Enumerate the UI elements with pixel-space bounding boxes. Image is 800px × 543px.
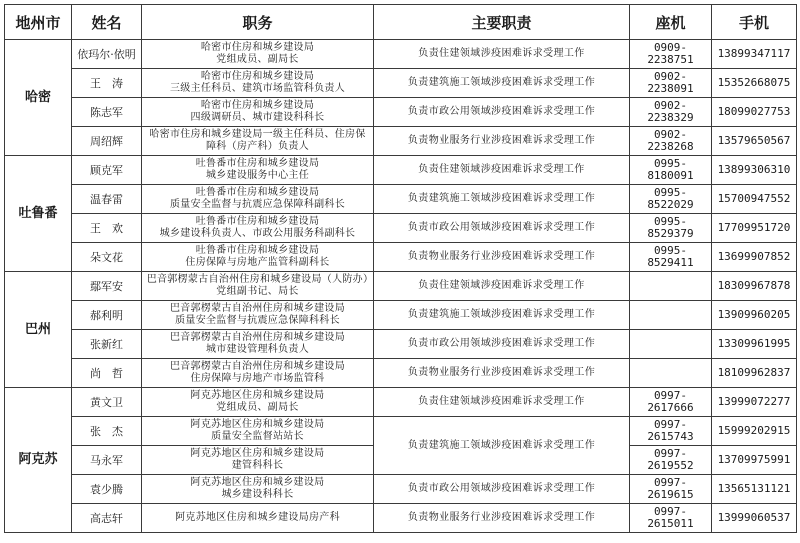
phone-cell-text: 0995-8529379 [647, 215, 694, 240]
duty-cell [374, 40, 630, 69]
mobile-cell [712, 388, 797, 417]
name-cell-text: 顾克军 [90, 163, 123, 177]
name-cell-text: 高志轩 [90, 511, 123, 525]
position-cell-text: 吐鲁番市住房和城乡建设局 城乡建设科负责人、市政公用服务科副科长 [159, 216, 356, 239]
table-row [5, 475, 797, 504]
position-cell-text: 巴音郭楞蒙古自治州住房和城乡建设局 质量安全监督与抗震应急保障科科长 [169, 303, 346, 326]
mobile-cell-text: 18109962837 [717, 366, 791, 379]
header-mobile: 手机 [712, 5, 797, 40]
name-cell [72, 156, 142, 185]
duty-cell-text: 负责住建领域涉疫困难诉求受理工作 [418, 48, 585, 59]
header-duty: 主要职责 [374, 5, 630, 40]
header-position: 职务 [142, 5, 374, 40]
mobile-cell-text: 13909960205 [717, 308, 791, 321]
position-cell [142, 40, 374, 69]
header-row [5, 5, 797, 40]
position-cell-text: 哈密市住房和城乡建设局一级主任科员、住房保障科（房产科）负责人 [149, 129, 366, 152]
phone-cell-text: 0902-2238091 [647, 70, 694, 95]
position-cell-text: 巴音郭楞蒙古自治州住房和城乡建设局（人防办）党组副书记、局长 [146, 274, 369, 297]
phone-cell-text: 0997-2619615 [647, 476, 694, 501]
phone-cell [630, 40, 712, 69]
table-row [5, 272, 797, 301]
phone-cell-text: 0995-8529411 [647, 244, 694, 269]
phone-cell-text: 0902-2238329 [647, 99, 694, 124]
duty-cell-text: 负责住建领域涉疫困难诉求受理工作 [418, 164, 585, 175]
position-cell [142, 301, 374, 330]
mobile-cell [712, 301, 797, 330]
duty-cell-text: 负责市政公用领域涉疫困难诉求受理工作 [407, 222, 596, 233]
position-cell [142, 504, 374, 533]
name-cell-text: 郝利明 [90, 308, 123, 322]
table-row [5, 214, 797, 243]
phone-cell-text: 0902-2238268 [647, 128, 694, 153]
duty-cell [374, 330, 630, 359]
phone-cell [630, 98, 712, 127]
position-cell [142, 330, 374, 359]
table-row [5, 243, 797, 272]
phone-cell-text: 0997-2619552 [647, 447, 694, 472]
position-cell [142, 272, 374, 301]
mobile-cell-text: 13699907852 [717, 250, 791, 263]
mobile-cell-text: 13709975991 [717, 453, 791, 466]
duty-cell-text: 负责建筑施工领域涉疫困难诉求受理工作 [407, 77, 596, 88]
name-cell [72, 475, 142, 504]
duty-cell-text: 负责市政公用领域涉疫困难诉求受理工作 [407, 483, 596, 494]
phone-cell-text: 0995-8522029 [647, 186, 694, 211]
mobile-cell-text: 13899306310 [717, 163, 791, 176]
name-cell-text: 鄢军安 [90, 279, 123, 293]
mobile-cell [712, 504, 797, 533]
name-cell-text: 周绍辉 [90, 134, 123, 148]
name-cell-text: 陈志军 [90, 105, 123, 119]
phone-cell [630, 330, 712, 359]
name-cell-text: 张新红 [90, 337, 123, 351]
mobile-cell [712, 127, 797, 156]
mobile-cell [712, 98, 797, 127]
duty-cell [374, 272, 630, 301]
name-cell [72, 504, 142, 533]
position-cell-text: 巴音郭楞蒙古自治州住房和城乡建设局 住房保障与房地产市场监管科 [169, 361, 346, 384]
name-cell [72, 301, 142, 330]
name-cell [72, 272, 142, 301]
phone-cell [630, 417, 712, 446]
duty-cell [374, 243, 630, 272]
name-cell-text: 马永军 [90, 453, 123, 467]
duty-cell-text: 负责物业服务行业涉疫困难诉求受理工作 [407, 251, 596, 262]
position-cell [142, 185, 374, 214]
position-cell-text: 阿克苏地区住房和城乡建设局 党组成员、副局长 [190, 390, 325, 413]
position-cell [142, 214, 374, 243]
duty-cell [374, 359, 630, 388]
table-row [5, 359, 797, 388]
duty-cell [374, 127, 630, 156]
duty-cell-text: 负责市政公用领域涉疫困难诉求受理工作 [407, 106, 596, 117]
mobile-cell-text: 15999202915 [717, 424, 791, 437]
duty-cell [374, 504, 630, 533]
table-row [5, 40, 797, 69]
position-cell-text: 哈密市住房和城乡建设局 三级主任科员、建筑市场监管科负责人 [169, 71, 346, 94]
mobile-cell [712, 69, 797, 98]
mobile-cell-text: 15352668075 [717, 76, 791, 89]
mobile-cell-text: 15700947552 [717, 192, 791, 205]
mobile-cell [712, 272, 797, 301]
name-cell [72, 69, 142, 98]
name-cell [72, 446, 142, 475]
duty-cell [374, 417, 630, 475]
position-cell [142, 156, 374, 185]
position-cell-text: 阿克苏地区住房和城乡建设局房产科 [175, 512, 340, 523]
table-body [5, 40, 797, 533]
mobile-cell [712, 330, 797, 359]
mobile-cell-text: 13999060537 [717, 511, 791, 524]
name-cell [72, 127, 142, 156]
table-row [5, 504, 797, 533]
name-cell [72, 417, 142, 446]
position-cell-text: 阿克苏地区住房和城乡建设局 建管科科长 [190, 448, 325, 471]
name-cell-text: 袁少腾 [90, 482, 123, 496]
contact-table [4, 4, 797, 533]
duty-cell-text: 负责物业服务行业涉疫困难诉求受理工作 [407, 512, 596, 523]
phone-cell [630, 69, 712, 98]
mobile-cell [712, 40, 797, 69]
name-cell-text: 温春雷 [90, 192, 123, 206]
duty-cell [374, 475, 630, 504]
phone-cell [630, 301, 712, 330]
name-cell [72, 359, 142, 388]
phone-cell [630, 243, 712, 272]
duty-cell [374, 185, 630, 214]
position-cell-text: 巴音郭楞蒙古自治州住房和城乡建设局 城市建设管理科负责人 [169, 332, 346, 355]
name-cell [72, 98, 142, 127]
header-name: 姓名 [72, 5, 142, 40]
duty-cell-text: 负责建筑施工领域涉疫困难诉求受理工作 [407, 439, 596, 451]
table-row [5, 185, 797, 214]
duty-cell [374, 301, 630, 330]
mobile-cell-text: 13999072277 [717, 395, 791, 408]
duty-cell [374, 156, 630, 185]
name-cell [72, 243, 142, 272]
city-cell: 阿克苏 [5, 388, 72, 533]
table-row [5, 388, 797, 417]
table-row [5, 417, 797, 446]
table-row [5, 156, 797, 185]
name-cell [72, 330, 142, 359]
mobile-cell [712, 446, 797, 475]
phone-cell-text: 0997-2615011 [647, 505, 694, 530]
phone-cell [630, 475, 712, 504]
duty-cell-text: 负责住建领域涉疫困难诉求受理工作 [418, 396, 585, 407]
header-phone: 座机 [630, 5, 712, 40]
city-cell: 巴州 [5, 272, 72, 388]
phone-cell-text: 0995-8180091 [647, 157, 694, 182]
phone-cell-text: 0909-2238751 [647, 41, 694, 66]
position-cell [142, 388, 374, 417]
mobile-cell [712, 417, 797, 446]
name-cell [72, 185, 142, 214]
duty-cell-text: 负责市政公用领域涉疫困难诉求受理工作 [407, 338, 596, 349]
position-cell [142, 98, 374, 127]
name-cell-text: 张 杰 [90, 424, 123, 438]
phone-cell-text: 0997-2615743 [647, 418, 694, 443]
phone-cell [630, 214, 712, 243]
table-row [5, 127, 797, 156]
phone-cell [630, 504, 712, 533]
mobile-cell [712, 475, 797, 504]
mobile-cell-text: 18099027753 [717, 105, 791, 118]
table-row [5, 330, 797, 359]
duty-cell-text: 负责建筑施工领域涉疫困难诉求受理工作 [407, 193, 596, 204]
position-cell-text: 阿克苏地区住房和城乡建设局 城乡建设科科长 [190, 477, 325, 500]
position-cell [142, 446, 374, 475]
position-cell [142, 127, 374, 156]
mobile-cell [712, 185, 797, 214]
name-cell-text: 尚 哲 [90, 366, 123, 380]
header-city: 地州市 [5, 5, 72, 40]
mobile-cell [712, 214, 797, 243]
duty-cell-text: 负责住建领域涉疫困难诉求受理工作 [418, 280, 585, 291]
phone-cell [630, 446, 712, 475]
position-cell [142, 475, 374, 504]
mobile-cell-text: 13309961995 [717, 337, 791, 350]
mobile-cell-text: 13579650567 [717, 134, 791, 147]
position-cell-text: 吐鲁番市住房和城乡建设局 住房保障与房地产监管科副科长 [185, 245, 330, 268]
position-cell [142, 69, 374, 98]
phone-cell [630, 359, 712, 388]
name-cell [72, 388, 142, 417]
position-cell-text: 阿克苏地区住房和城乡建设局 质量安全监督站站长 [190, 419, 325, 442]
position-cell-text: 吐鲁番市住房和城乡建设局 质量安全监督与抗震应急保障科副科长 [169, 187, 346, 210]
duty-cell-text: 负责建筑施工领域涉疫困难诉求受理工作 [407, 309, 596, 320]
phone-cell-text: 0997-2617666 [647, 389, 694, 414]
phone-cell [630, 272, 712, 301]
position-cell-text: 吐鲁番市住房和城乡建设局 城乡建设服务中心主任 [195, 158, 320, 181]
duty-cell-text: 负责物业服务行业涉疫困难诉求受理工作 [407, 367, 596, 378]
duty-cell [374, 69, 630, 98]
position-cell-text: 哈密市住房和城乡建设局 四级调研员、城市建设科科长 [190, 100, 325, 123]
duty-cell-text: 负责物业服务行业涉疫困难诉求受理工作 [407, 135, 596, 146]
city-cell: 吐鲁番 [5, 156, 72, 272]
name-cell [72, 214, 142, 243]
phone-cell [630, 388, 712, 417]
name-cell-text: 朵文花 [90, 250, 123, 264]
mobile-cell-text: 13899347117 [717, 47, 791, 60]
name-cell-text: 王 欢 [90, 221, 123, 235]
mobile-cell-text: 18309967878 [717, 279, 791, 292]
position-cell [142, 243, 374, 272]
mobile-cell-text: 17709951720 [717, 221, 791, 234]
name-cell-text: 依玛尔·依明 [77, 47, 136, 61]
table-row [5, 69, 797, 98]
phone-cell [630, 185, 712, 214]
duty-cell [374, 388, 630, 417]
mobile-cell [712, 359, 797, 388]
phone-cell [630, 127, 712, 156]
city-cell: 哈密 [5, 40, 72, 156]
mobile-cell [712, 243, 797, 272]
table-row [5, 98, 797, 127]
name-cell [72, 40, 142, 69]
position-cell [142, 417, 374, 446]
phone-cell [630, 156, 712, 185]
name-cell-text: 王 涛 [90, 76, 123, 90]
mobile-cell [712, 156, 797, 185]
duty-cell [374, 98, 630, 127]
table-row [5, 301, 797, 330]
position-cell-text: 哈密市住房和城乡建设局 党组成员、副局长 [200, 42, 315, 65]
mobile-cell-text: 13565131121 [717, 482, 791, 495]
duty-cell [374, 214, 630, 243]
position-cell [142, 359, 374, 388]
name-cell-text: 黄文卫 [90, 395, 123, 409]
